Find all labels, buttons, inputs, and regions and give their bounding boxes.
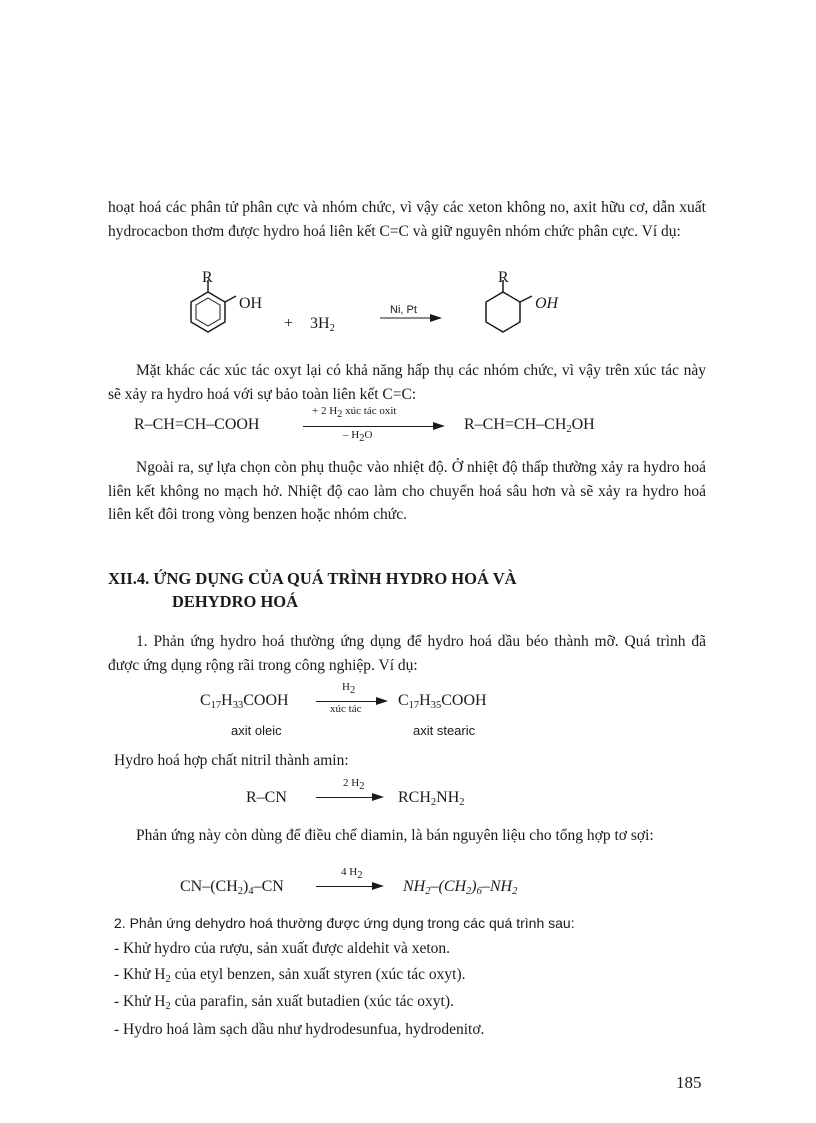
reaction5-top-label: 4 $H_2$ [341,866,363,881]
section-heading-line2: DEHYDRO HOÁ [172,592,299,611]
benzene-ring-structure [191,280,236,332]
reactant-oleic-acid: $C_{17}H_{33}COOH$ [200,692,289,711]
list-item-butadiene: - Khử $H_2$ của parafin, sản xuất butadien (xúc tác oxyt). [114,993,454,1012]
list-item-alcohol: - Khử hydro của rượu, sản xuất được aldehit và xeton. [114,940,451,957]
paragraph-temperature: Ngoài ra, sự lựa chọn còn phụ thuộc vào nhiệt độ. Ở nhiệt độ thấp thường xảy ra hydro hoá liên kết không no mạch hở. Nhiệt độ cao làm cho chuyển hoá sâu hơn và sẽ xảy ra hydro hoá liên kết đôi trong vòng benzen hoặc nhóm chức. [108,459,706,523]
cyclohexane-ring-structure [486,280,532,332]
hydroxyl-right: OH [535,295,559,312]
paragraph-oxide-catalyst: Mặt khác các xúc tác oxyt lại có khả năng hấp thụ các nhóm chức, vì vậy trên xúc tác này sẽ xảy ra hydro hoá với sự bảo toàn liên kết C=C: [108,362,706,403]
label-oleic-acid: axit oleic [231,723,282,738]
reactant-adiponitrile: $CN-(CH_2)_4-CN$ [180,878,284,897]
hydroxyl-left: OH [239,295,263,312]
reaction3-top-label: $H_2$ [342,681,356,696]
product-diamine: $NH_2-(CH_2)_6-NH_2$ [403,878,518,897]
reaction2-bottom-label: – $H_2O$ [343,429,373,444]
reaction-arrow-3 [316,701,376,702]
reactant-acrylic: R–CH=CH–COOH [134,416,260,433]
catalyst-label: Ni, Pt [390,304,417,316]
reaction2-top-label: + 2 $H_2$ xúc tác oxit [312,405,397,420]
product-stearic-acid: $C_{17}H_{35}COOH$ [398,692,487,711]
paragraph-nitrile: Hydro hoá hợp chất nitril thành amin: [114,752,349,769]
reaction-arrow-5 [316,886,372,887]
paragraph-fat-hydrogenation: 1. Phản ứng hydro hoá thường ứng dụng để hydro hoá dầu béo thành mỡ. Quá trình đã được ứng dụng rộng rãi trong công nghiệp. Ví dụ: [108,633,706,674]
product-allyl-alcohol: $R-CH=CH-CH_2OH$ [464,416,595,435]
paragraph-diamine: Phản ứng này còn dùng để điều chế diamin, là bán nguyên liệu cho tổng hợp tơ sợi: [136,827,654,844]
substituent-r-right: R [498,269,509,286]
reaction-arrow-2 [303,426,433,427]
list-item-hydrotreating: - Hydro hoá làm sạch dầu như hydrodesunfua, hydrodenitơ. [114,1021,485,1038]
reaction-arrow-4 [316,797,372,798]
reaction-hydrogenation-benzene [170,272,590,352]
section-heading-line1: XII.4. ỨNG DỤNG CỦA QUÁ TRÌNH HYDRO HOÁ VÀ [108,569,517,588]
plus-sign: + [284,315,294,332]
label-stearic-acid: axit stearic [413,723,476,738]
intro-paragraph: hoạt hoá các phân tử phân cực và nhóm chức, vì vậy các xeton không no, axit hữu cơ, dẫn xuất hydrocacbon thơm được hydro hoá liên kết C=C và giữ nguyên nhóm chức phân cực. Ví dụ: [108,199,706,240]
list-item-styrene: - Khử $H_2$ của etyl benzen, sản xuất styren (xúc tác oxyt). [114,966,466,985]
substituent-r-left: R [202,269,213,286]
paragraph-dehydrogenation: 2. Phản ứng dehydro hoá thường được ứng dụng trong các quá trình sau: [114,915,575,931]
hydrogen-reagent: $3H_2$ [310,315,335,334]
product-amine: $RCH_2NH_2$ [398,789,465,808]
page-number: 185 [676,1073,702,1092]
reaction3-bottom-label: xúc tác [330,703,362,715]
reaction4-top-label: 2 $H_2$ [343,777,365,792]
reactant-nitrile: R–CN [246,789,287,806]
